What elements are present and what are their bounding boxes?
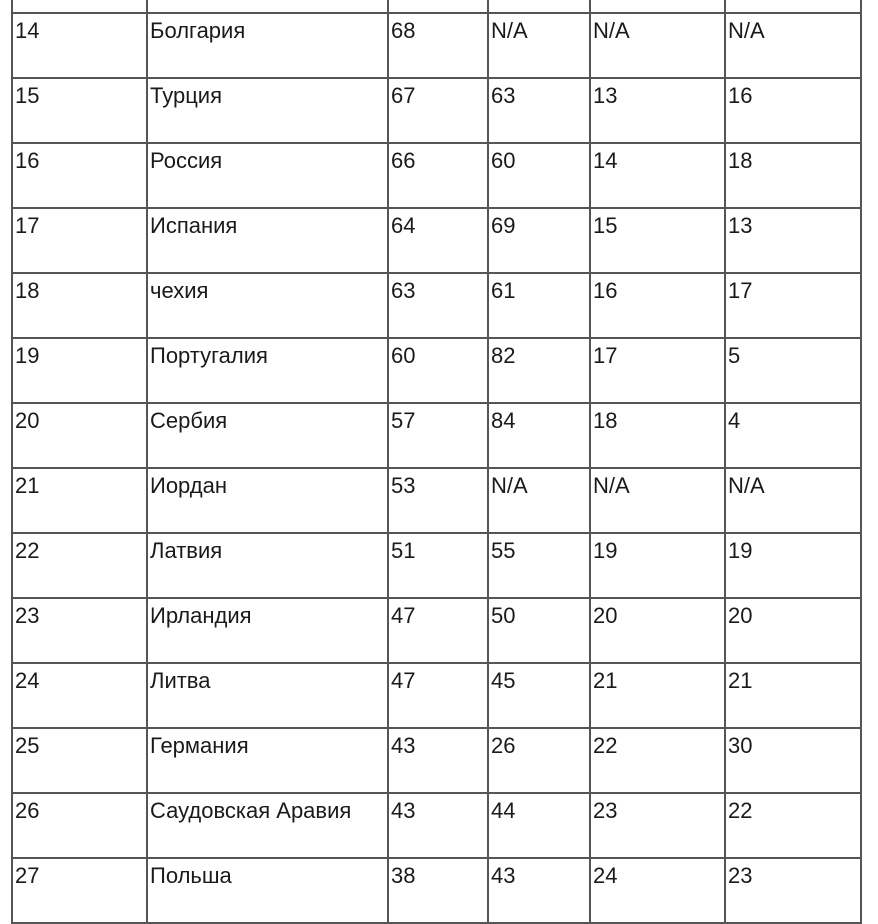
value-4-cell: N/A [725,468,861,533]
value-2-cell: 44 [488,793,590,858]
table-row [12,338,861,403]
value-2-cell: 50 [488,598,590,663]
value-3-cell: 22 [590,728,725,793]
country-cell: Латвия [147,533,388,598]
value-1-cell: 67 [388,78,488,143]
value-1-cell: 57 [388,403,488,468]
table-row [12,793,861,858]
value-4-cell: 4 [725,403,861,468]
rank-cell: 15 [12,78,147,143]
value-1-cell: 43 [388,728,488,793]
value-4-cell: 22 [725,793,861,858]
value-3-cell: 13 [590,78,725,143]
country-cell: Германия [147,728,388,793]
value-2-cell: N/A [488,468,590,533]
rank-cell: 18 [12,273,147,338]
country-cell: Польша [147,858,388,923]
value-4-cell: 19 [725,533,861,598]
table-row [12,0,861,13]
value-2-cell: 84 [488,403,590,468]
table-row [12,468,861,533]
rank-cell: 20 [12,403,147,468]
value-2-cell [488,0,590,13]
rank-cell: 27 [12,858,147,923]
value-2-cell: 61 [488,273,590,338]
value-2-cell: 69 [488,208,590,273]
table-row [12,533,861,598]
table-row [12,598,861,663]
value-4-cell: 23 [725,858,861,923]
rank-cell: 19 [12,338,147,403]
value-2-cell: 63 [488,78,590,143]
value-1-cell: 51 [388,533,488,598]
rank-cell: 23 [12,598,147,663]
table-row [12,728,861,793]
country-cell: Ирландия [147,598,388,663]
ranking-table [11,0,862,924]
value-2-cell: 45 [488,663,590,728]
value-3-cell: N/A [590,13,725,78]
country-cell: Болгария [147,13,388,78]
table-row [12,78,861,143]
value-3-cell [590,0,725,13]
value-3-cell: 15 [590,208,725,273]
rank-cell: 26 [12,793,147,858]
value-1-cell: 43 [388,793,488,858]
value-1-cell: 64 [388,208,488,273]
table-row [12,663,861,728]
country-cell [147,0,388,13]
value-1-cell: 38 [388,858,488,923]
table-row [12,208,861,273]
country-cell: Иордан [147,468,388,533]
country-cell: Турция [147,78,388,143]
country-cell: Испания [147,208,388,273]
value-2-cell: 82 [488,338,590,403]
value-4-cell: 13 [725,208,861,273]
table-row [12,273,861,338]
value-2-cell: 55 [488,533,590,598]
value-4-cell: N/A [725,13,861,78]
value-2-cell: 60 [488,143,590,208]
rank-cell: 24 [12,663,147,728]
table-row [12,403,861,468]
value-3-cell: 17 [590,338,725,403]
country-cell: Сербия [147,403,388,468]
country-cell: Литва [147,663,388,728]
value-3-cell: 24 [590,858,725,923]
value-1-cell: 47 [388,663,488,728]
value-3-cell: N/A [590,468,725,533]
value-4-cell: 30 [725,728,861,793]
value-1-cell: 60 [388,338,488,403]
rank-cell: 16 [12,143,147,208]
value-1-cell: 68 [388,13,488,78]
value-1-cell [388,0,488,13]
value-4-cell: 20 [725,598,861,663]
value-4-cell: 5 [725,338,861,403]
table-body [12,0,861,923]
value-3-cell: 14 [590,143,725,208]
value-4-cell: 18 [725,143,861,208]
country-cell: Португалия [147,338,388,403]
value-1-cell: 53 [388,468,488,533]
value-4-cell: 17 [725,273,861,338]
value-1-cell: 63 [388,273,488,338]
value-2-cell: N/A [488,13,590,78]
table-row [12,143,861,208]
ranking-table-container [11,0,862,924]
value-2-cell: 43 [488,858,590,923]
table-row [12,858,861,923]
value-4-cell [725,0,861,13]
value-3-cell: 18 [590,403,725,468]
value-3-cell: 23 [590,793,725,858]
value-4-cell: 21 [725,663,861,728]
value-1-cell: 66 [388,143,488,208]
value-1-cell: 47 [388,598,488,663]
rank-cell: 22 [12,533,147,598]
value-3-cell: 16 [590,273,725,338]
rank-cell: 25 [12,728,147,793]
value-2-cell: 26 [488,728,590,793]
country-cell: чехия [147,273,388,338]
country-cell: Саудовская Аравия [147,793,388,858]
rank-cell: 14 [12,13,147,78]
rank-cell: 17 [12,208,147,273]
country-cell: Россия [147,143,388,208]
value-4-cell: 16 [725,78,861,143]
rank-cell [12,0,147,13]
table-row [12,13,861,78]
value-3-cell: 19 [590,533,725,598]
rank-cell: 21 [12,468,147,533]
value-3-cell: 20 [590,598,725,663]
value-3-cell: 21 [590,663,725,728]
